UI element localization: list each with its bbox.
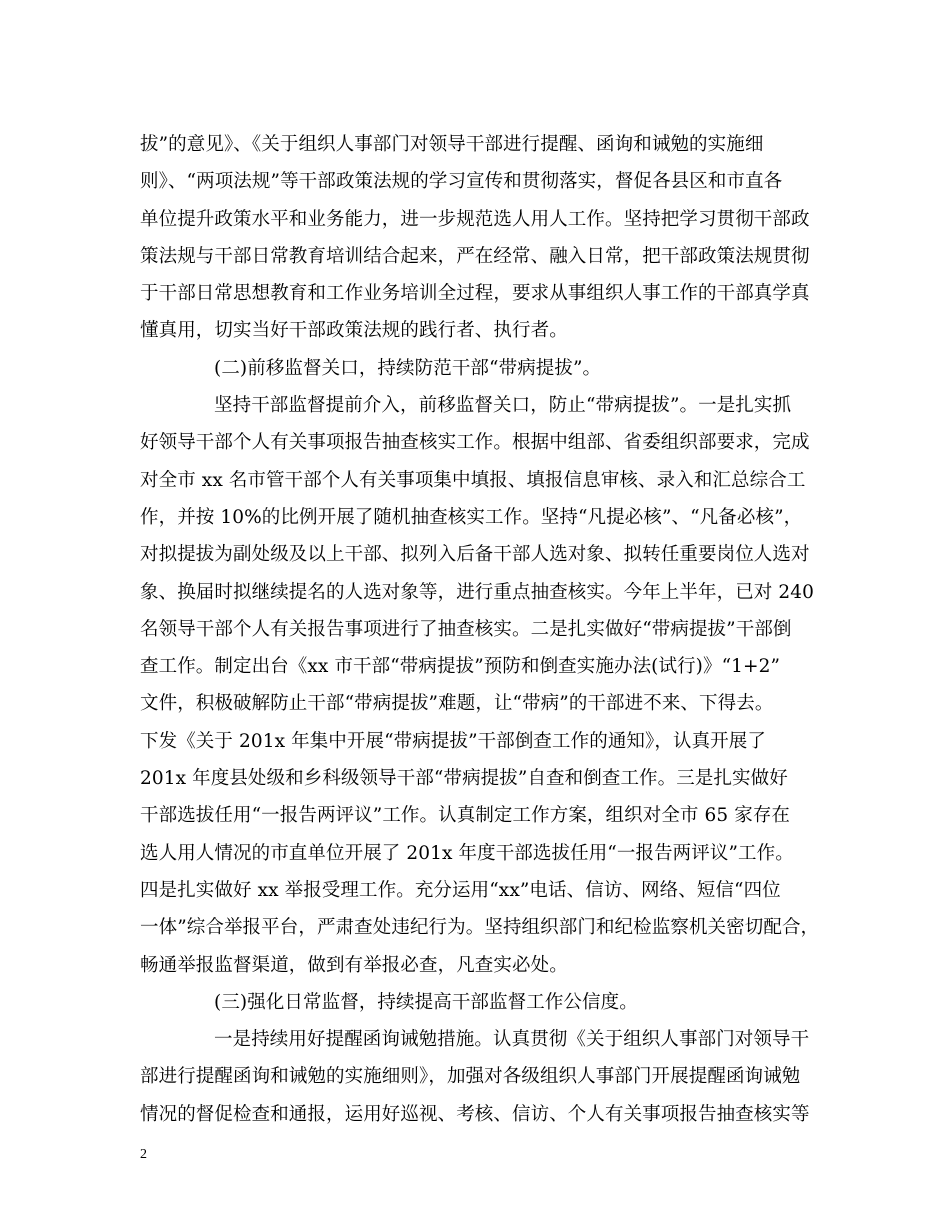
text-line: 象、换届时拟继续提名的人选对象等，进行重点抽查核实。今年上半年，已对 240	[140, 581, 814, 603]
document-body	[140, 126, 830, 1133]
text-line: 名领导干部个人有关报告事项进行了抽查核实。二是扎实做好“带病提拔”干部倒	[140, 618, 792, 640]
text-line: 选人用人情况的市直单位开展了 201x 年度干部选拔任用“一报告两评议”工作。	[140, 842, 794, 864]
paragraph-first-line: (二)前移监督关口，持续防范干部“带病提拔”。	[214, 357, 602, 379]
text-line: 下发《关于 201x 年集中开展“带病提拔”干部倒查工作的通知》，认真开展了	[140, 730, 766, 752]
text-line: 则》、“两项法规”等干部政策法规的学习宣传和贯彻落实，督促各县区和市直各	[140, 171, 783, 193]
text-line: 拔”的意见》、《关于组织人事部门对领导干部进行提醒、函询和诫勉的实施细	[140, 134, 764, 155]
paragraph-first-line: (三)强化日常监督，持续提高干部监督工作公信度。	[214, 991, 638, 1013]
text-line: 文件，积极破解防止干部“带病提拔”难题，让“带病”的干部进不来、下得去。	[140, 693, 774, 715]
text-line: 策法规与干部日常教育培训结合起来，严在经常、融入日常，把干部政策法规贯彻	[140, 245, 810, 267]
text-line: 一体”综合举报平台，严肃查处违纪行为。坚持组织部门和纪检监察机关密切配合，	[140, 917, 820, 939]
text-line: 四是扎实做好 xx 举报受理工作。充分运用“xx”电话、信访、网络、短信“四位	[140, 879, 781, 901]
paragraph-first-line: 一是持续用好提醒函询诫勉措施。认真贯彻《关于组织人事部门对领导干	[214, 1029, 810, 1051]
text-line: 懂真用，切实当好干部政策法规的践行者、执行者。	[140, 320, 568, 342]
text-line: 情况的督促检查和通报，运用好巡视、考核、信访、个人有关事项报告抽查核实等	[140, 1103, 810, 1125]
text-line: 于干部日常思想教育和工作业务培训全过程，要求从事组织人事工作的干部真学真	[140, 283, 810, 305]
paragraph-first-line: 坚持干部监督提前介入，前移监督关口，防止“带病提拔”。一是扎实抓	[214, 395, 792, 417]
text-line: 好领导干部个人有关事项报告抽查核实工作。根据中组部、省委组织部要求，完成	[140, 432, 810, 454]
text-line: 畅通举报监督渠道，做到有举报必查，凡查实必处。	[140, 954, 568, 976]
text-line: 作，并按 10%的比例开展了随机抽查核实工作。坚持“凡提必核”、“凡备必核”，	[140, 506, 803, 528]
page-number: 2	[140, 1147, 147, 1162]
text-line: 查工作。制定出台《xx 市干部“带病提拔”预防和倒查实施办法(试行)》“1+2”	[140, 656, 781, 678]
text-line: 干部选拔任用“一报告两评议”工作。认真制定工作方案，组织对全市 65 家存在	[140, 805, 791, 827]
text-line: 对全市 xx 名市管干部个人有关事项集中填报、填报信息审核、录入和汇总综合工	[140, 469, 806, 491]
text-line: 对拟提拔为副处级及以上干部、拟列入后备干部人选对象、拟转任重要岗位人选对	[140, 544, 810, 566]
text-line: 201x 年度县处级和乡科级领导干部“带病提拔”自查和倒查工作。三是扎实做好	[140, 768, 788, 790]
text-line: 部进行提醒函询和诫勉的实施细则》，加强对各级组织人事部门开展提醒函询诫勉	[140, 1066, 801, 1088]
text-line: 单位提升政策水平和业务能力，进一步规范选人用人工作。坚持把学习贯彻干部政	[140, 208, 810, 230]
